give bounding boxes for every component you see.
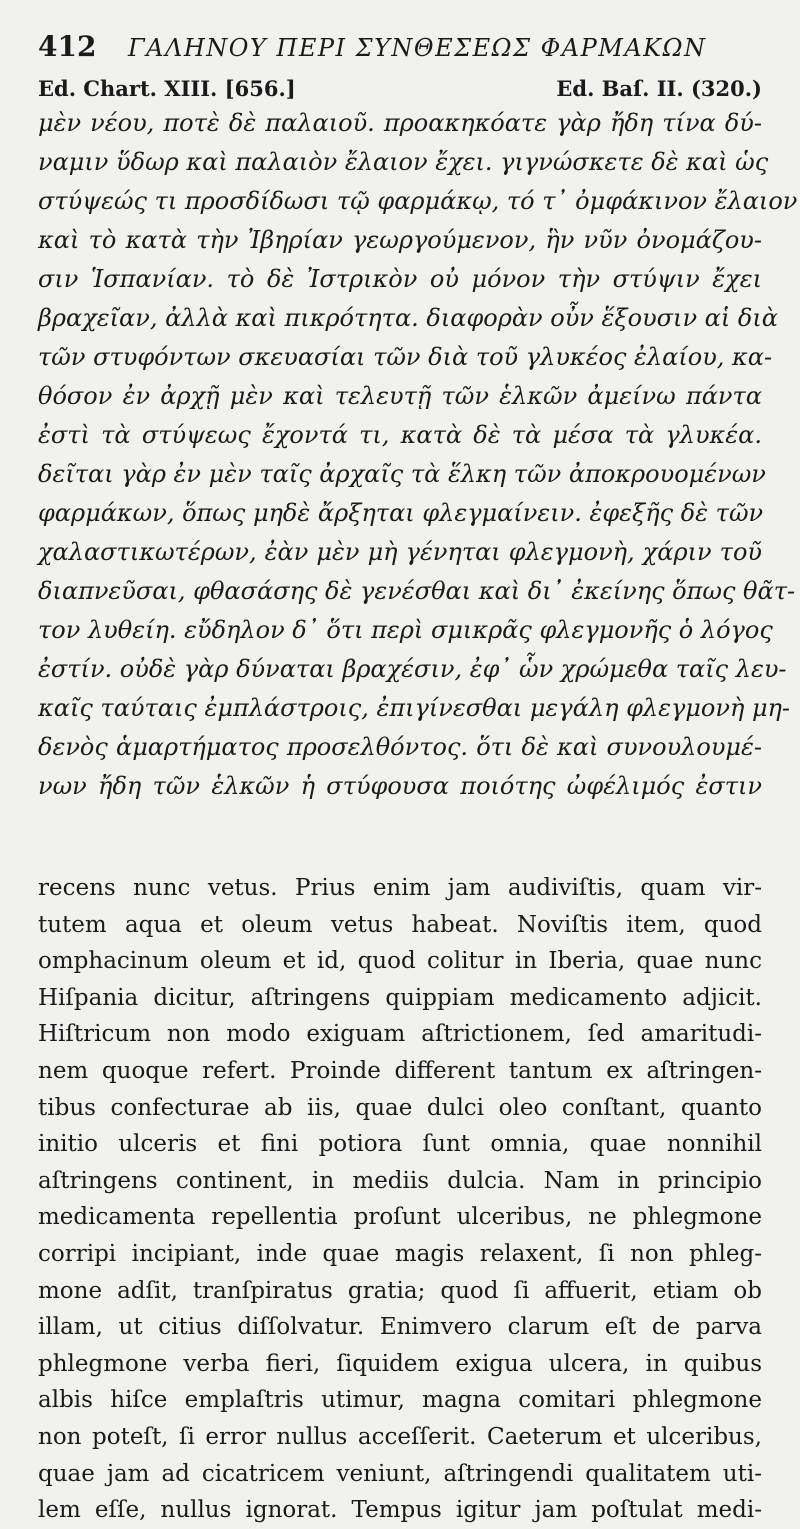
greek-line: θόσον ἐν ἀρχῇ μὲν καὶ τελευτῇ τῶν ἑλκῶν ἀμείνω πάντα xyxy=(38,382,762,410)
greek-line: τον λυθείη. εὔδηλον δ᾽ ὅτι περὶ σμικρᾶς φλεγμονῆς ὁ λόγος xyxy=(38,616,773,644)
latin-text-block xyxy=(38,870,762,1529)
latin-line: lem eſſe, nullus ignorat. Tempus igitur jam poſtulat medi- xyxy=(38,1497,762,1524)
greek-line: καῖς ταύταις ἐμπλάστροις, ἐπιγίνεσθαι μεγάλη φλεγμονὴ μη- xyxy=(38,694,791,722)
greek-line: φαρμάκων, ὅπως μηδὲ ἄρξηται φλεγμαίνειν. ἐφεξῆς δὲ τῶν xyxy=(38,499,764,527)
latin-line: mone adſit, tranſpiratus gratia; quod ſi affuerit, etiam ob xyxy=(38,1277,762,1304)
greek-line: ἐστὶ τὰ στύψεως ἔχοντά τι, κατὰ δὲ τὰ μέσα τὰ γλυκέα. xyxy=(38,421,762,449)
greek-line: στύψεώς τι προσδίδωσι τῷ φαρμάκῳ, τό τ᾽ ὀμφάκινον ἔλαιον xyxy=(38,187,798,215)
latin-line: recens nunc vetus. Prius enim jam audiviſtis, quam vir- xyxy=(38,875,762,901)
latin-line: medicamenta repellentia proſunt ulceribus, ne phlegmone xyxy=(38,1204,762,1231)
greek-line: νων ἤδη τῶν ἑλκῶν ἡ στύφουσα ποιότης ὠφέλιμός ἐστιν xyxy=(38,772,762,800)
greek-line: δεῖται γὰρ ἐν μὲν ταῖς ἀρχαῖς τὰ ἕλκη τῶν ἀποκρουομένων xyxy=(38,460,766,488)
greek-line: ναμιν ὕδωρ καὶ παλαιὸν ἔλαιον ἔχει. γιγνώσκετε δὲ καὶ ὡς xyxy=(38,148,769,176)
edition-right: Ed. Baſ. II. (320.) xyxy=(556,76,762,101)
greek-line: μὲν νέου, ποτὲ δὲ παλαιοῦ. προακηκόατε γὰρ ἤδη τίνα δύ- xyxy=(38,109,762,137)
latin-line: aſtringens continent, in mediis dulcia. Nam in principio xyxy=(38,1167,762,1194)
latin-line: initio ulceris et fini potiora ſunt omnia, quae nonnihil xyxy=(38,1131,762,1158)
latin-line: phlegmone verba fieri, ſiquidem exigua ulcera, in quibus xyxy=(38,1350,762,1377)
latin-line: omphacinum oleum et id, quod colitur in Iberia, quae nunc xyxy=(38,948,762,975)
latin-line: Hiſtricum non modo exiguam aſtrictionem, ſed amaritudi- xyxy=(38,1021,762,1048)
greek-line: διαπνεῦσαι, φθασάσης δὲ γενέσθαι καὶ δι᾽ ἐκείνης ὅπως θᾶτ- xyxy=(38,577,796,605)
greek-line: τῶν στυφόντων σκευασίαι τῶν διὰ τοῦ γλυκέος ἐλαίου, κα- xyxy=(38,343,773,371)
latin-line: Hiſpania dicitur, aſtringens quippiam medicamento adjicit. xyxy=(38,984,762,1011)
greek-line: δενὸς ἁμαρτήματος προσελθόντος. ὅτι δὲ καὶ συνουλουμέ- xyxy=(38,733,762,761)
section-gap xyxy=(38,806,762,870)
greek-line: καὶ τὸ κατὰ τὴν Ἰβηρίαν γεωργούμενον, ἣν νῦν ὀνομάζου- xyxy=(38,226,762,254)
latin-line: non poteſt, ſi error nullus acceſſerit. Caeterum et ulceribus, xyxy=(38,1423,762,1450)
greek-line: ἐστίν. οὐδὲ γὰρ δύναται βραχέσιν, ἐφ᾽ ὧν χρώμεθα ταῖς λευ- xyxy=(38,655,787,683)
latin-line: quae jam ad cicatricem veniunt, aſtringendi qualitatem uti- xyxy=(38,1460,762,1487)
greek-line: σιν Ἱσπανίαν. τὸ δὲ Ἰστρικὸν οὐ μόνον τὴν στύψιν ἔχει xyxy=(38,265,762,293)
greek-line: βραχεῖαν, ἀλλὰ καὶ πικρότητα. διαφορὰν οὖν ἕξουσιν αἱ διὰ xyxy=(38,304,778,332)
running-title: ΓΑΛΗΝΟΥ ΠΕΡΙ ΣΥΝΘΕΣΕΩΣ ΦΑΡΜΑΚΩΝ xyxy=(128,34,707,62)
greek-text-block xyxy=(38,104,798,806)
edition-left: Ed. Chart. XIII. [656.] xyxy=(38,76,296,101)
edition-reference xyxy=(38,76,762,104)
latin-line: tibus confecturae ab iis, quae dulci oleo conſtant, quanto xyxy=(38,1094,762,1121)
latin-line: albis hiſce emplaſtris utimur, magna comitari phlegmone xyxy=(38,1387,762,1414)
page-number: 412 xyxy=(38,30,97,63)
latin-line: nem quoque refert. Proinde different tantum ex aſtringen- xyxy=(38,1057,762,1084)
latin-line: tutem aqua et oleum vetus habeat. Noviſtis item, quod xyxy=(38,911,762,938)
latin-line: corripi incipiant, inde quae magis relaxent, ſi non phleg- xyxy=(38,1240,762,1267)
running-head xyxy=(38,0,762,78)
latin-line: illam, ut citius diſſolvatur. Enimvero clarum eſt de parva xyxy=(38,1314,762,1341)
greek-line: χαλαστικωτέρων, ἐὰν μὲν μὴ γένηται φλεγμονὴ, χάριν τοῦ xyxy=(38,538,762,566)
